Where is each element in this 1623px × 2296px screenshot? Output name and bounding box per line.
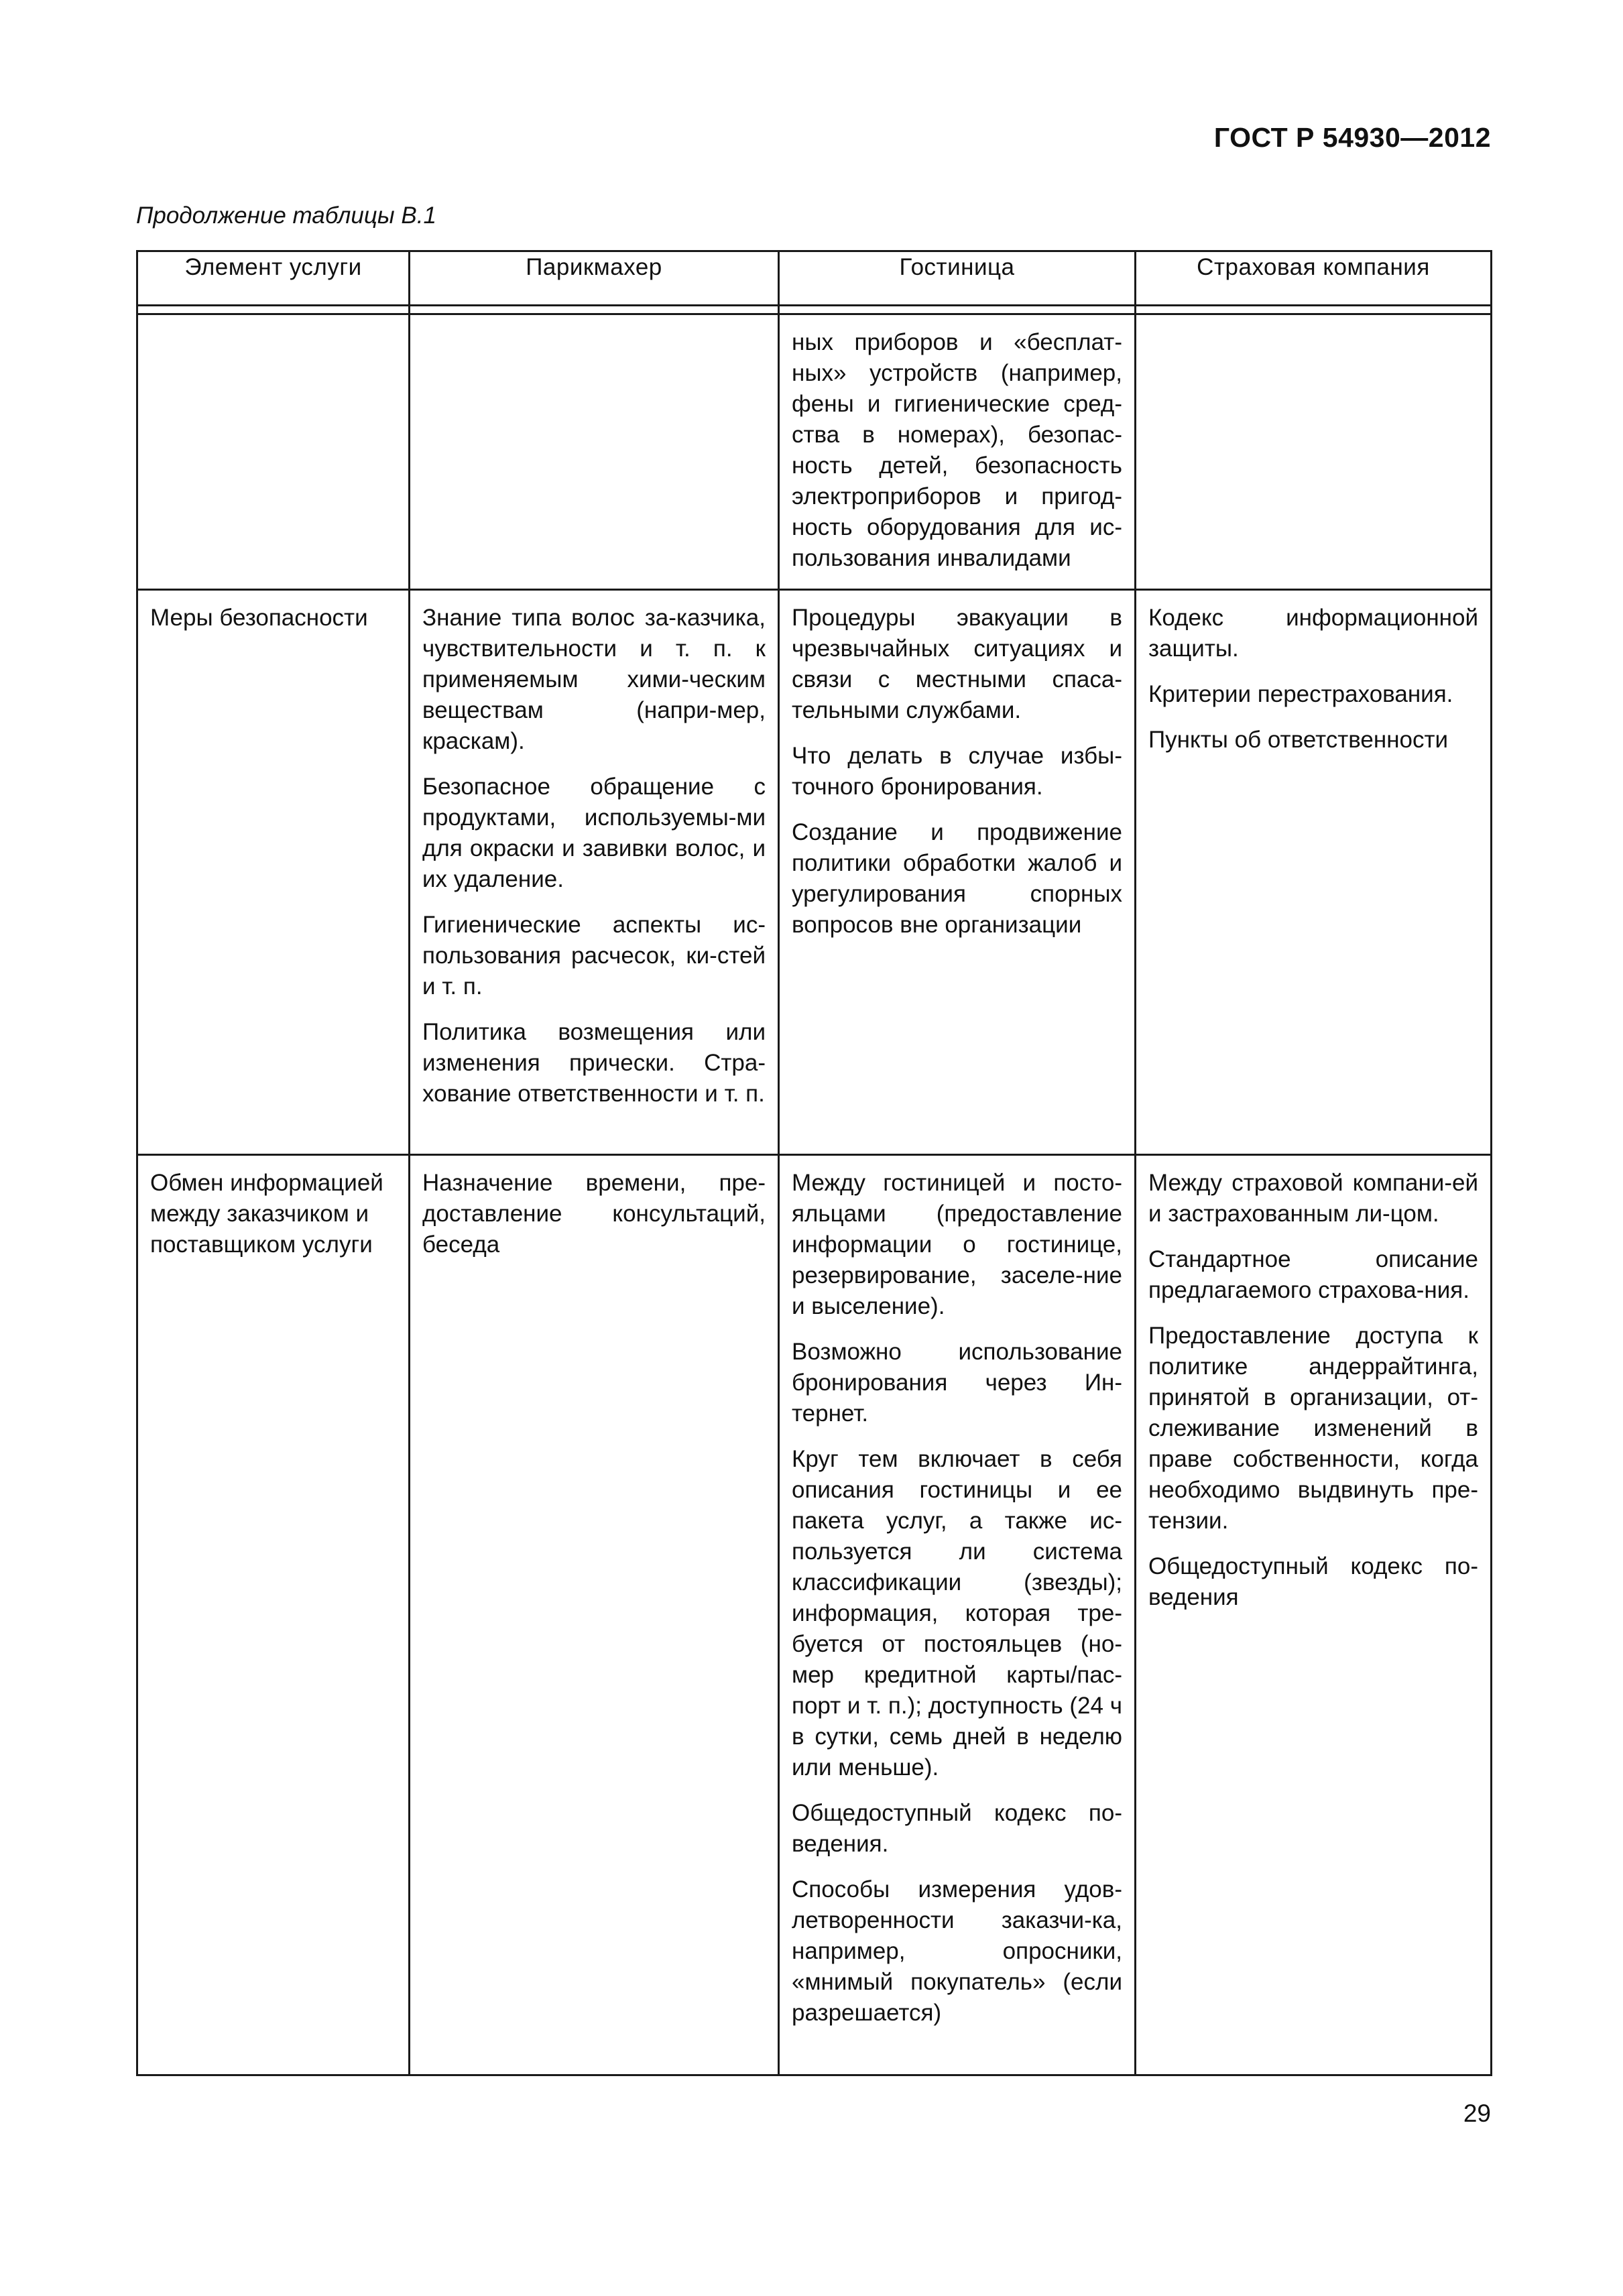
hotel-cell bbox=[779, 590, 1136, 1155]
element-cell bbox=[137, 1155, 410, 2075]
cell-paragraph: Политика возмещения или изменения прически. Стра-хование ответственности и т. п. bbox=[422, 1019, 766, 1107]
cell-paragraph: Гигиенические аспекты ис-пользования расчесок, ки-стей и т. п. bbox=[422, 912, 766, 1000]
cell-paragraph: Назначение времени, пре-доставление консультаций, беседа bbox=[422, 1170, 766, 1258]
table-row bbox=[137, 314, 1492, 590]
hotel-cell bbox=[779, 1155, 1136, 2075]
cell-paragraph: Создание и продвижение политики обработки жалоб и урегулирования спорных вопросов вне организации bbox=[792, 819, 1122, 938]
cell-paragraph: Общедоступный кодекс по-ведения bbox=[1148, 1553, 1478, 1610]
table-header-row bbox=[137, 251, 1492, 306]
column-header-insurance: Страховая компания bbox=[1136, 251, 1492, 306]
cell-paragraph: Безопасное обращение с продуктами, используемы-ми для окраски и завивки волос, и их удаление. bbox=[422, 774, 766, 892]
cell-paragraph: Процедуры эвакуации в чрезвычайных ситуациях и связи с местными спаса-тельными службами. bbox=[792, 605, 1122, 723]
hairdresser-cell bbox=[410, 1155, 779, 2075]
cell-paragraph: Между гостиницей и посто-яльцами (предоставление информации о гостинице, резервирование, заселе-ние и выселение). bbox=[792, 1170, 1122, 1319]
services-table bbox=[136, 250, 1492, 2076]
hairdresser-cell bbox=[410, 590, 779, 1155]
insurance-cell bbox=[1136, 1155, 1492, 2075]
cell-paragraph: Что делать в случае избы-точного бронирования. bbox=[792, 743, 1122, 800]
hairdresser-cell bbox=[410, 314, 779, 590]
cell-paragraph: Кодекс информационной защиты. bbox=[1148, 605, 1478, 662]
hotel-cell bbox=[779, 314, 1136, 590]
header-separator bbox=[137, 306, 1492, 314]
cell-paragraph: Между страховой компани-ей и застрахованным ли-цом. bbox=[1148, 1170, 1478, 1227]
element-cell bbox=[137, 314, 410, 590]
column-header-element: Элемент услуги bbox=[137, 251, 410, 306]
cell-paragraph: Общедоступный кодекс по-ведения. bbox=[792, 1800, 1122, 1857]
cell-paragraph: Меры безопасности bbox=[150, 605, 368, 631]
column-header-hairdresser: Парикмахер bbox=[410, 251, 779, 306]
cell-paragraph: Обмен информацией между заказчиком и поставщиком услуги bbox=[150, 1170, 383, 1258]
table-row bbox=[137, 1155, 1492, 2075]
table-row bbox=[137, 590, 1492, 1155]
cell-paragraph: Круг тем включает в себя описания гостиницы и ее пакета услуг, а также ис-пользуется ли система классификации (звезды); информация, которая тре-буется от постояльцев (но-мер кредитной карты/пас-порт и т. п.); доступность (24 ч в сутки, семь дней в неделю или меньше). bbox=[792, 1446, 1122, 1780]
cell-paragraph: Предоставление доступа к политике андеррайтинга, принятой в организации, от-слеживание изменений в праве собственности, когда необходимо выдвинуть пре-тензии. bbox=[1148, 1323, 1478, 1534]
table-caption: Продолжение таблицы В.1 bbox=[136, 202, 436, 229]
cell-paragraph: Знание типа волос за-казчика, чувствительности и т. п. к применяемым хими-ческим веществам (напри-мер, краскам). bbox=[422, 605, 766, 754]
element-cell bbox=[137, 590, 410, 1155]
cell-paragraph: Возможно использование бронирования через Ин-тернет. bbox=[792, 1339, 1122, 1427]
insurance-cell bbox=[1136, 590, 1492, 1155]
standard-code: ГОСТ Р 54930—2012 bbox=[1213, 122, 1491, 153]
cell-paragraph: Критерии перестрахования. bbox=[1148, 681, 1453, 707]
column-header-hotel: Гостиница bbox=[779, 251, 1136, 306]
insurance-cell bbox=[1136, 314, 1492, 590]
cell-paragraph: Способы измерения удов-летворенности заказчи-ка, например, опросники, «мнимый покупатель» (если разрешается) bbox=[792, 1876, 1122, 2026]
page-number: 29 bbox=[1463, 2100, 1491, 2127]
cell-paragraph: Стандартное описание предлагаемого страхова-ния. bbox=[1148, 1246, 1478, 1303]
cell-paragraph: ных приборов и «бесплат-ных» устройств (например, фены и гигиенические сред-ства в номерах), безопас-ность детей, безопасность электроприборов и пригод-ность оборудования для ис-пользования инвалидами bbox=[792, 329, 1122, 571]
cell-paragraph: Пункты об ответственности bbox=[1148, 727, 1449, 753]
